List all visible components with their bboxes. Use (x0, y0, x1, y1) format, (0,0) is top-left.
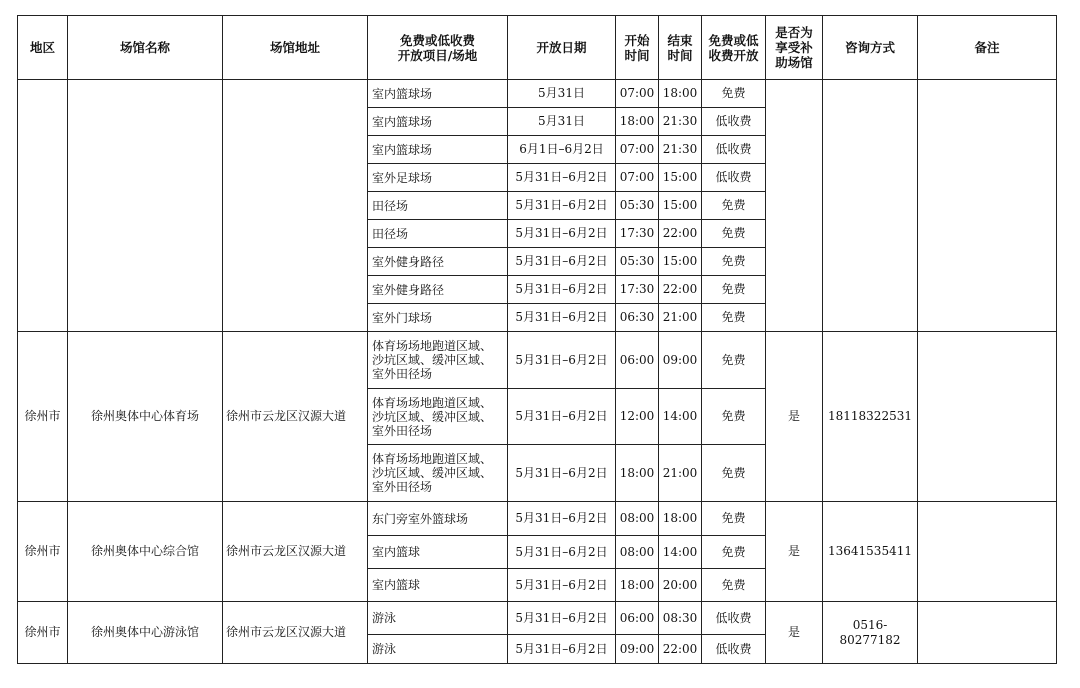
end-cell: 14:00 (659, 389, 702, 445)
table-row (18, 332, 1057, 389)
end-cell: 21:00 (659, 304, 702, 332)
start-cell: 08:00 (616, 536, 659, 569)
remark-cell (918, 502, 1057, 602)
fee-cell: 免费 (702, 389, 766, 445)
fee-cell: 免费 (702, 248, 766, 276)
item-cell: 室外门球场 (368, 304, 508, 332)
item-cell (368, 389, 508, 445)
table-row (18, 502, 1057, 536)
end-cell: 22:00 (659, 276, 702, 304)
end-cell: 09:00 (659, 332, 702, 389)
subsidy-cell: 是 (766, 502, 823, 602)
item-cell: 游泳 (368, 635, 508, 664)
fee-cell: 免费 (702, 445, 766, 502)
end-cell: 21:30 (659, 108, 702, 136)
date-cell: 5月31日–6月2日 (508, 445, 616, 502)
item-cell: 室外健身路径 (368, 248, 508, 276)
venue-name-cell: 徐州奥体中心体育场 (68, 332, 223, 502)
fee-cell: 免费 (702, 332, 766, 389)
start-cell: 06:00 (616, 332, 659, 389)
region-cell: 徐州市 (18, 332, 68, 502)
header-start-time (616, 16, 659, 80)
fee-cell: 免费 (702, 569, 766, 602)
item-line: 体育场场地跑道区域、 (372, 339, 493, 353)
item-line: 室外田径场 (372, 423, 433, 438)
fee-cell: 免费 (702, 276, 766, 304)
header-subsidy-line2: 享受补 (775, 40, 813, 55)
item-cell: 室外健身路径 (368, 276, 508, 304)
subsidy-cell: 是 (766, 602, 823, 664)
contact-cell (823, 80, 918, 332)
date-cell: 5月31日–6月2日 (508, 332, 616, 389)
end-cell: 18:00 (659, 80, 702, 108)
remark-cell (918, 602, 1057, 664)
venue-address-cell: 徐州市云龙区汉源大道 (223, 502, 368, 602)
header-remark: 备注 (918, 16, 1057, 80)
region-cell: 徐州市 (18, 602, 68, 664)
item-cell (368, 332, 508, 389)
item-cell: 室外足球场 (368, 164, 508, 192)
date-cell: 5月31日–6月2日 (508, 389, 616, 445)
start-cell: 05:30 (616, 192, 659, 220)
header-project-line2: 开放项目/场地 (397, 47, 478, 63)
header-fee-line1: 免费或低 (708, 32, 759, 48)
end-cell: 21:00 (659, 445, 702, 502)
date-cell: 5月31日–6月2日 (508, 569, 616, 602)
end-cell: 15:00 (659, 164, 702, 192)
end-cell: 20:00 (659, 569, 702, 602)
start-cell: 08:00 (616, 502, 659, 536)
region-cell (18, 80, 68, 332)
start-cell: 07:00 (616, 164, 659, 192)
end-cell: 15:00 (659, 248, 702, 276)
start-cell: 17:30 (616, 276, 659, 304)
date-cell: 5月31日 (508, 108, 616, 136)
date-cell: 5月31日–6月2日 (508, 536, 616, 569)
table-row (18, 80, 1057, 108)
header-subsidy-line1: 是否为 (775, 25, 813, 40)
start-cell: 17:30 (616, 220, 659, 248)
fee-cell: 低收费 (702, 108, 766, 136)
fee-cell: 免费 (702, 502, 766, 536)
header-region: 地区 (18, 16, 68, 80)
fee-cell: 低收费 (702, 164, 766, 192)
date-cell: 5月31日–6月2日 (508, 635, 616, 664)
fee-cell: 免费 (702, 192, 766, 220)
item-cell: 室内篮球场 (368, 80, 508, 108)
item-line: 室外田径场 (372, 367, 433, 381)
start-cell: 18:00 (616, 108, 659, 136)
date-cell: 5月31日–6月2日 (508, 220, 616, 248)
date-cell: 5月31日–6月2日 (508, 304, 616, 332)
date-cell: 5月31日 (508, 80, 616, 108)
item-cell: 室内篮球场 (368, 108, 508, 136)
date-cell: 5月31日–6月2日 (508, 192, 616, 220)
fee-cell: 低收费 (702, 136, 766, 164)
schedule-table-wrapper (17, 15, 1057, 664)
fee-cell: 免费 (702, 220, 766, 248)
end-cell: 15:00 (659, 192, 702, 220)
date-cell: 5月31日–6月2日 (508, 602, 616, 635)
end-cell: 08:30 (659, 602, 702, 635)
venue-address-cell (223, 80, 368, 332)
header-project (368, 16, 508, 80)
subsidy-cell (766, 80, 823, 332)
item-line: 沙坑区域、缓冲区域、 (372, 466, 493, 480)
table-row (18, 602, 1057, 635)
header-subsidy (766, 16, 823, 80)
item-line: 体育场场地跑道区域、 (372, 395, 493, 410)
header-fee-line2: 收费开放 (708, 47, 759, 63)
start-cell: 12:00 (616, 389, 659, 445)
header-end-line1: 结束 (667, 32, 693, 48)
start-cell: 18:00 (616, 569, 659, 602)
venue-schedule-table (17, 15, 1057, 664)
header-venue-address: 场馆地址 (223, 16, 368, 80)
venue-name-cell: 徐州奥体中心综合馆 (68, 502, 223, 602)
end-cell: 22:00 (659, 635, 702, 664)
fee-cell: 低收费 (702, 635, 766, 664)
header-start-line1: 开始 (624, 32, 650, 48)
end-cell: 22:00 (659, 220, 702, 248)
contact-cell: 18118322531 (823, 332, 918, 502)
subsidy-cell: 是 (766, 332, 823, 502)
header-contact: 咨询方式 (823, 16, 918, 80)
start-cell: 07:00 (616, 136, 659, 164)
remark-cell (918, 332, 1057, 502)
region-cell: 徐州市 (18, 502, 68, 602)
end-cell: 21:30 (659, 136, 702, 164)
start-cell: 07:00 (616, 80, 659, 108)
header-start-line2: 时间 (624, 47, 650, 63)
start-cell: 18:00 (616, 445, 659, 502)
item-line: 沙坑区域、缓冲区域、 (372, 353, 493, 367)
start-cell: 09:00 (616, 635, 659, 664)
header-row (18, 16, 1057, 80)
venue-name-cell (68, 80, 223, 332)
end-cell: 18:00 (659, 502, 702, 536)
item-cell: 室内篮球 (368, 536, 508, 569)
start-cell: 06:30 (616, 304, 659, 332)
item-cell: 东门旁室外篮球场 (368, 502, 508, 536)
item-cell (368, 445, 508, 502)
venue-name-cell: 徐州奥体中心游泳馆 (68, 602, 223, 664)
header-fee (702, 16, 766, 80)
header-project-line1: 免费或低收费 (399, 32, 475, 48)
header-venue-name: 场馆名称 (68, 16, 223, 80)
item-line: 体育场场地跑道区域、 (372, 452, 493, 466)
header-subsidy-line3: 助场馆 (775, 55, 813, 70)
date-cell: 5月31日–6月2日 (508, 276, 616, 304)
contact-cell: 13641535411 (823, 502, 918, 602)
item-cell: 游泳 (368, 602, 508, 635)
header-open-date: 开放日期 (508, 16, 616, 80)
start-cell: 06:00 (616, 602, 659, 635)
date-cell: 5月31日–6月2日 (508, 248, 616, 276)
header-end-time (659, 16, 702, 80)
contact-cell: 0516-80277182 (823, 602, 918, 664)
item-line: 沙坑区域、缓冲区域、 (372, 409, 493, 424)
fee-cell: 免费 (702, 304, 766, 332)
header-end-line2: 时间 (667, 47, 693, 63)
item-cell: 室内篮球场 (368, 136, 508, 164)
end-cell: 14:00 (659, 536, 702, 569)
date-cell: 6月1日–6月2日 (508, 136, 616, 164)
date-cell: 5月31日–6月2日 (508, 502, 616, 536)
fee-cell: 免费 (702, 536, 766, 569)
remark-cell (918, 80, 1057, 332)
item-cell: 室内篮球 (368, 569, 508, 602)
start-cell: 05:30 (616, 248, 659, 276)
item-line: 室外田径场 (372, 480, 433, 494)
fee-cell: 免费 (702, 80, 766, 108)
venue-address-cell: 徐州市云龙区汉源大道 (223, 332, 368, 502)
item-cell: 田径场 (368, 220, 508, 248)
item-cell: 田径场 (368, 192, 508, 220)
date-cell: 5月31日–6月2日 (508, 164, 616, 192)
venue-address-cell: 徐州市云龙区汉源大道 (223, 602, 368, 664)
fee-cell: 低收费 (702, 602, 766, 635)
